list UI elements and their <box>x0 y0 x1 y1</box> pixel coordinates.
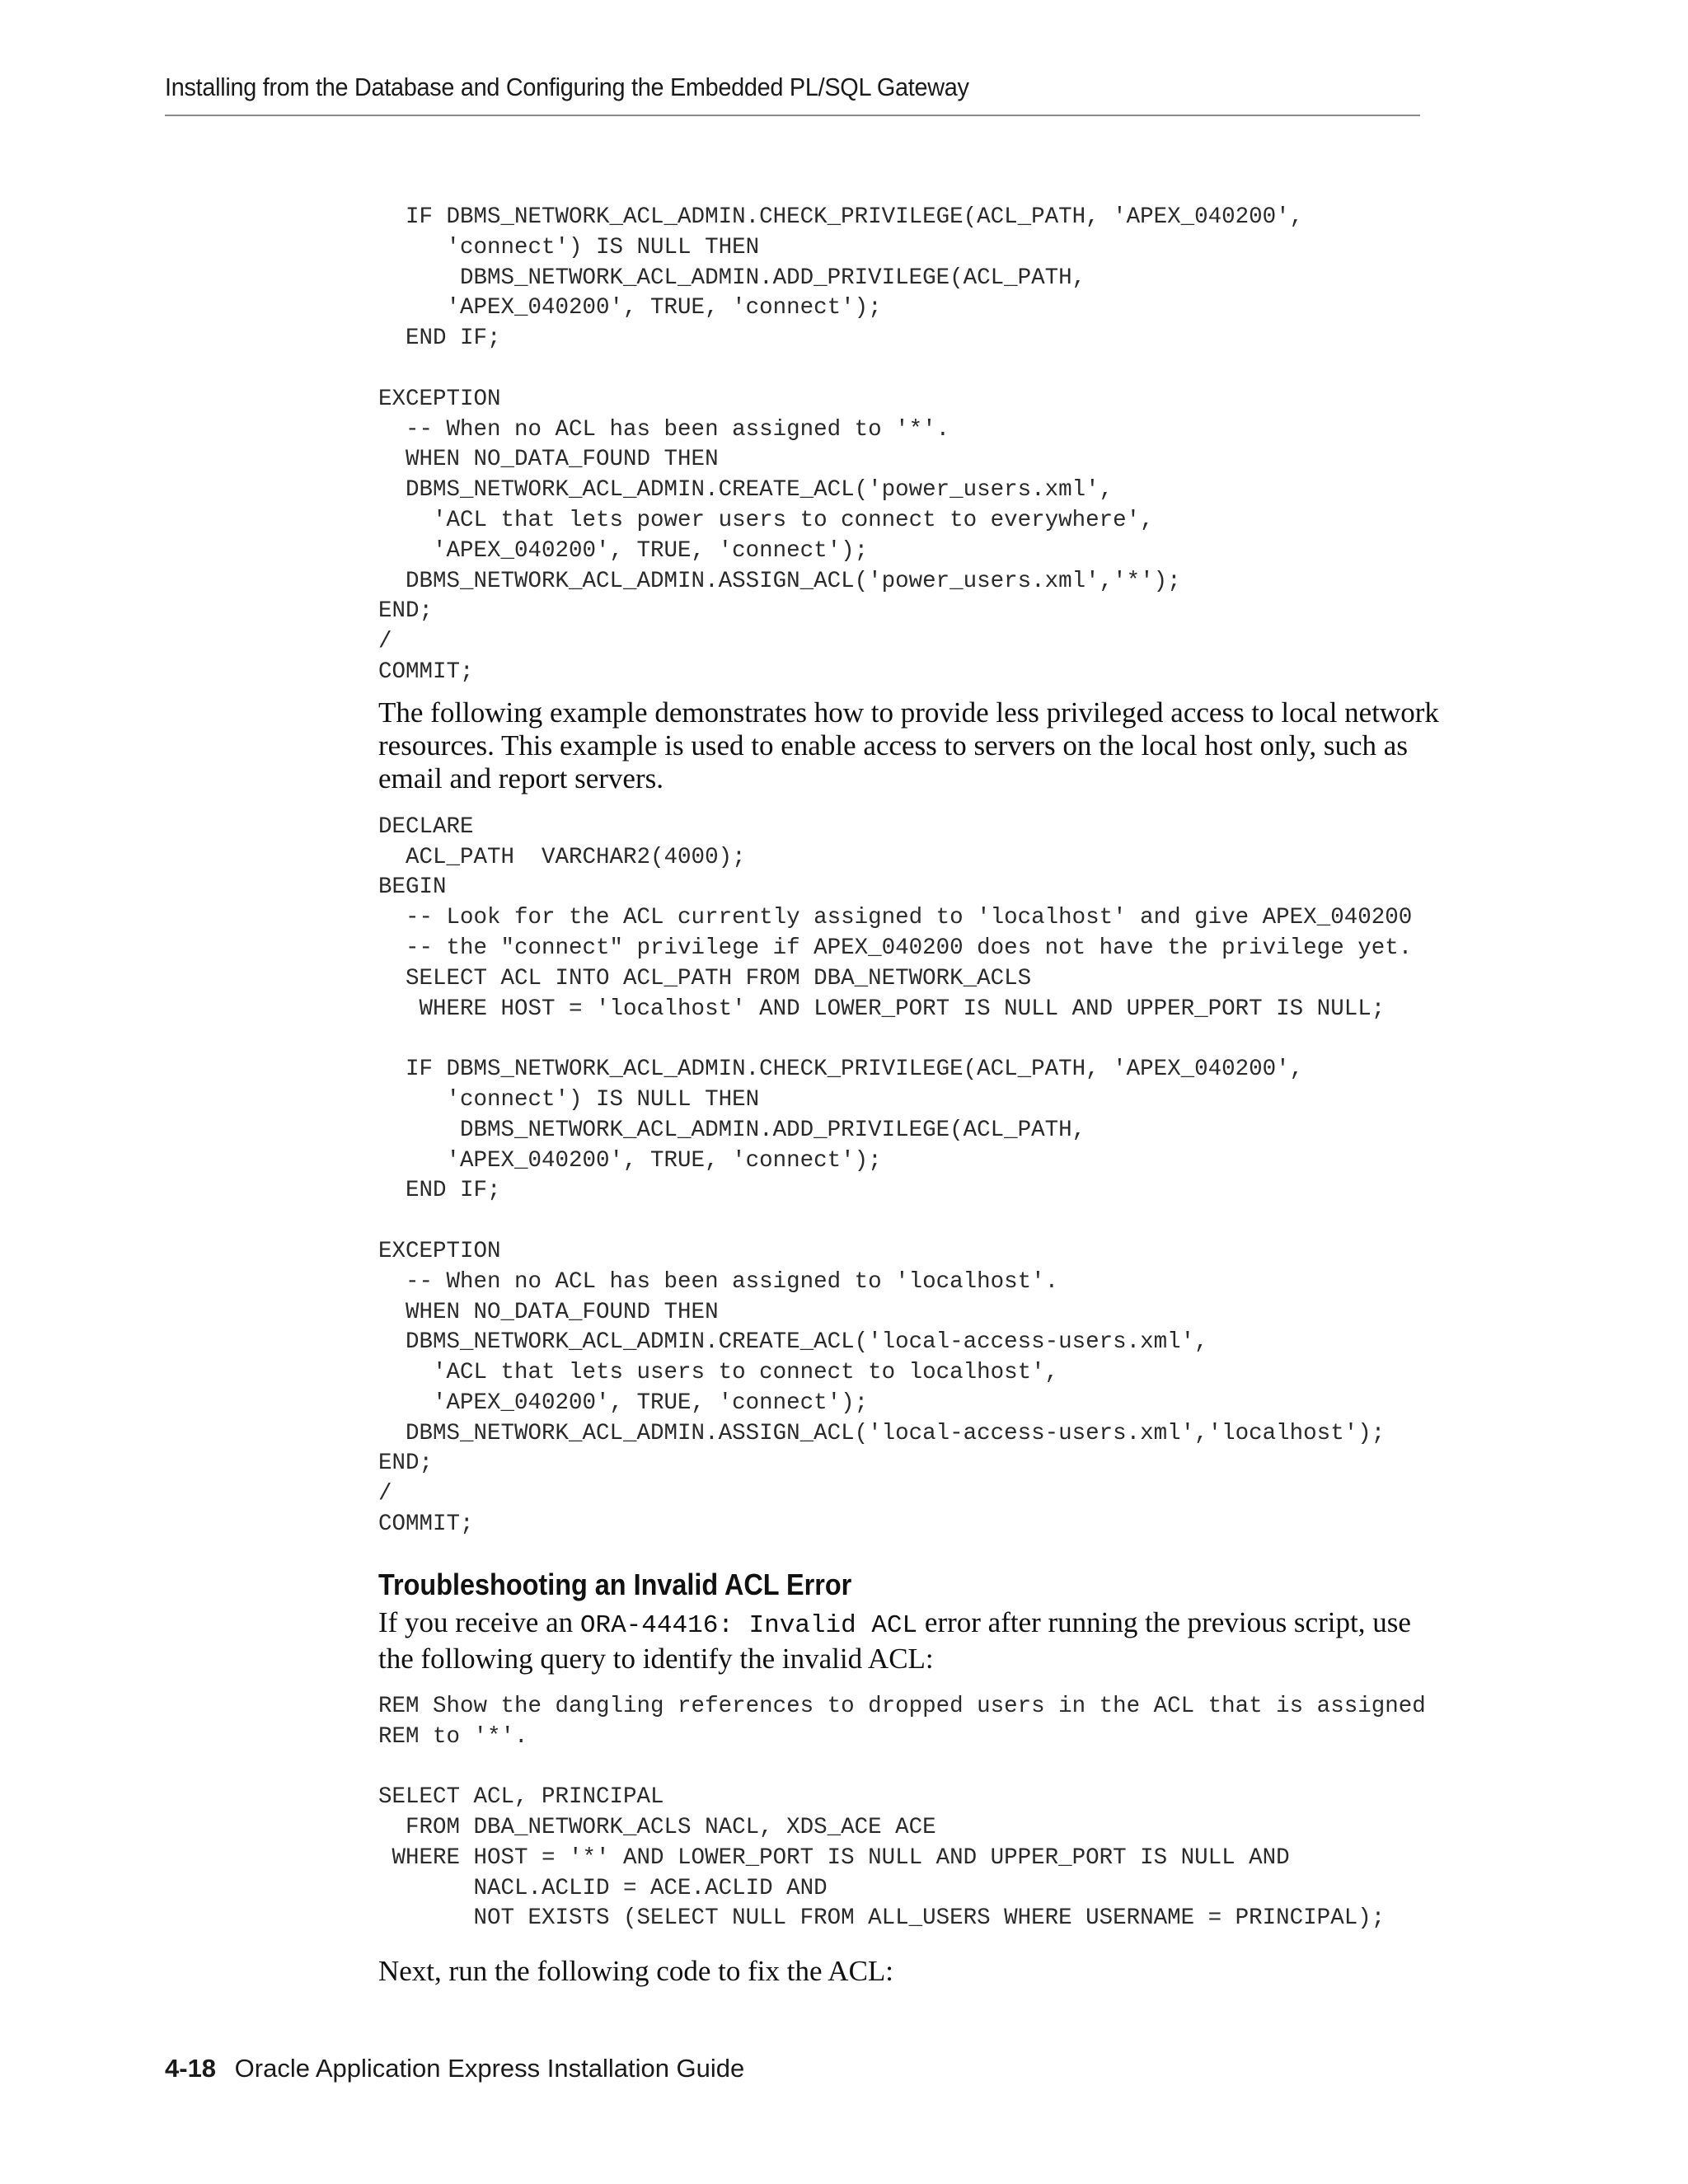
code-block-acl-power-users: IF DBMS_NETWORK_ACL_ADMIN.CHECK_PRIVILEGE(ACL_PATH, 'APEX_040200', 'connect') IS NULL THEN DBMS_NETWORK_ACL_ADMIN.ADD_PRIVILEGE(ACL_PATH, 'APEX_040200', TRUE, 'connect'); END IF; EXCEPTION -- When no ACL has been assigned to '*'. WHEN NO_DATA_FOUND THEN DBMS_NETWORK_ACL_ADMIN.CREATE_ACL('power_users.xml', 'ACL that lets power users to connect to everywhere', 'APEX_040200', TRUE, 'connect'); DBMS_NETWORK_ACL_ADMIN.ASSIGN_ACL('power_users.xml','*'); END; / COMMIT; <box>378 204 1304 685</box>
page-footer <box>165 2054 744 2083</box>
code-block-acl-localhost: DECLARE ACL_PATH VARCHAR2(4000); BEGIN -- Look for the ACL currently assigned to 'localhost' and give APEX_040200 -- the "connect" privilege if APEX_040200 does not have the privilege yet. SELECT ACL INTO ACL_PATH FROM DBA_NETWORK_ACLS WHERE HOST = 'localhost' AND LOWER_PORT IS NULL AND UPPER_PORT IS NULL; IF DBMS_NETWORK_ACL_ADMIN.CHECK_PRIVILEGE(ACL_PATH, 'APEX_040200', 'connect') IS NULL THEN DBMS_NETWORK_ACL_ADMIN.ADD_PRIVILEGE(ACL_PATH, 'APEX_040200', TRUE, 'connect'); END IF; EXCEPTION -- When no ACL has been assigned to 'localhost'. WHEN NO_DATA_FOUND THEN DBMS_NETWORK_ACL_ADMIN.CREATE_ACL('local-access-users.xml', 'ACL that lets users to connect to localhost', 'APEX_040200', TRUE, 'connect'); DBMS_NETWORK_ACL_ADMIN.ASSIGN_ACL('local-access-users.xml','localhost'); END; / COMMIT; <box>378 813 1413 1538</box>
code-block-query-invalid-acl: REM Show the dangling references to dropped users in the ACL that is assigned REM to '*'. SELECT ACL, PRINCIPAL FROM DBA_NETWORK_ACLS NACL, XDS_ACE ACE WHERE HOST = '*' AND LOWER_PORT IS NULL AND UPPER_PORT IS NULL AND NACL.ACLID = ACE.ACLID AND NOT EXISTS (SELECT NULL FROM ALL_USERS WHERE USERNAME = PRINCIPAL); <box>378 1693 1426 1932</box>
section-heading: Troubleshooting an Invalid ACL Error <box>378 1567 852 1601</box>
paragraph-invalid-acl-lead: If you receive an <box>378 1605 580 1638</box>
error-code-inline: ORA-44416: Invalid ACL <box>579 1610 918 1640</box>
running-header: Installing from the Database and Configuring the Embedded PL/SQL Gateway <box>165 73 969 101</box>
paragraph-invalid-acl-rest: error after running the previous script, use the following query to identify the invalid ACL: <box>378 1605 1411 1675</box>
header-rule <box>165 115 1420 116</box>
page-number: 4-18 <box>165 2054 217 2083</box>
guide-title: Oracle Application Express Installation Guide <box>234 2054 745 2083</box>
page-content <box>378 203 1442 1988</box>
paragraph-less-privileged: The following example demonstrates how to provide less privileged access to local network resources. This example is used to enable access to servers on the local host only, such as email and report servers. <box>378 696 1439 794</box>
paragraph-next-fix: Next, run the following code to fix the ACL: <box>378 1955 894 1988</box>
paragraph-invalid-acl <box>378 1606 1442 1675</box>
